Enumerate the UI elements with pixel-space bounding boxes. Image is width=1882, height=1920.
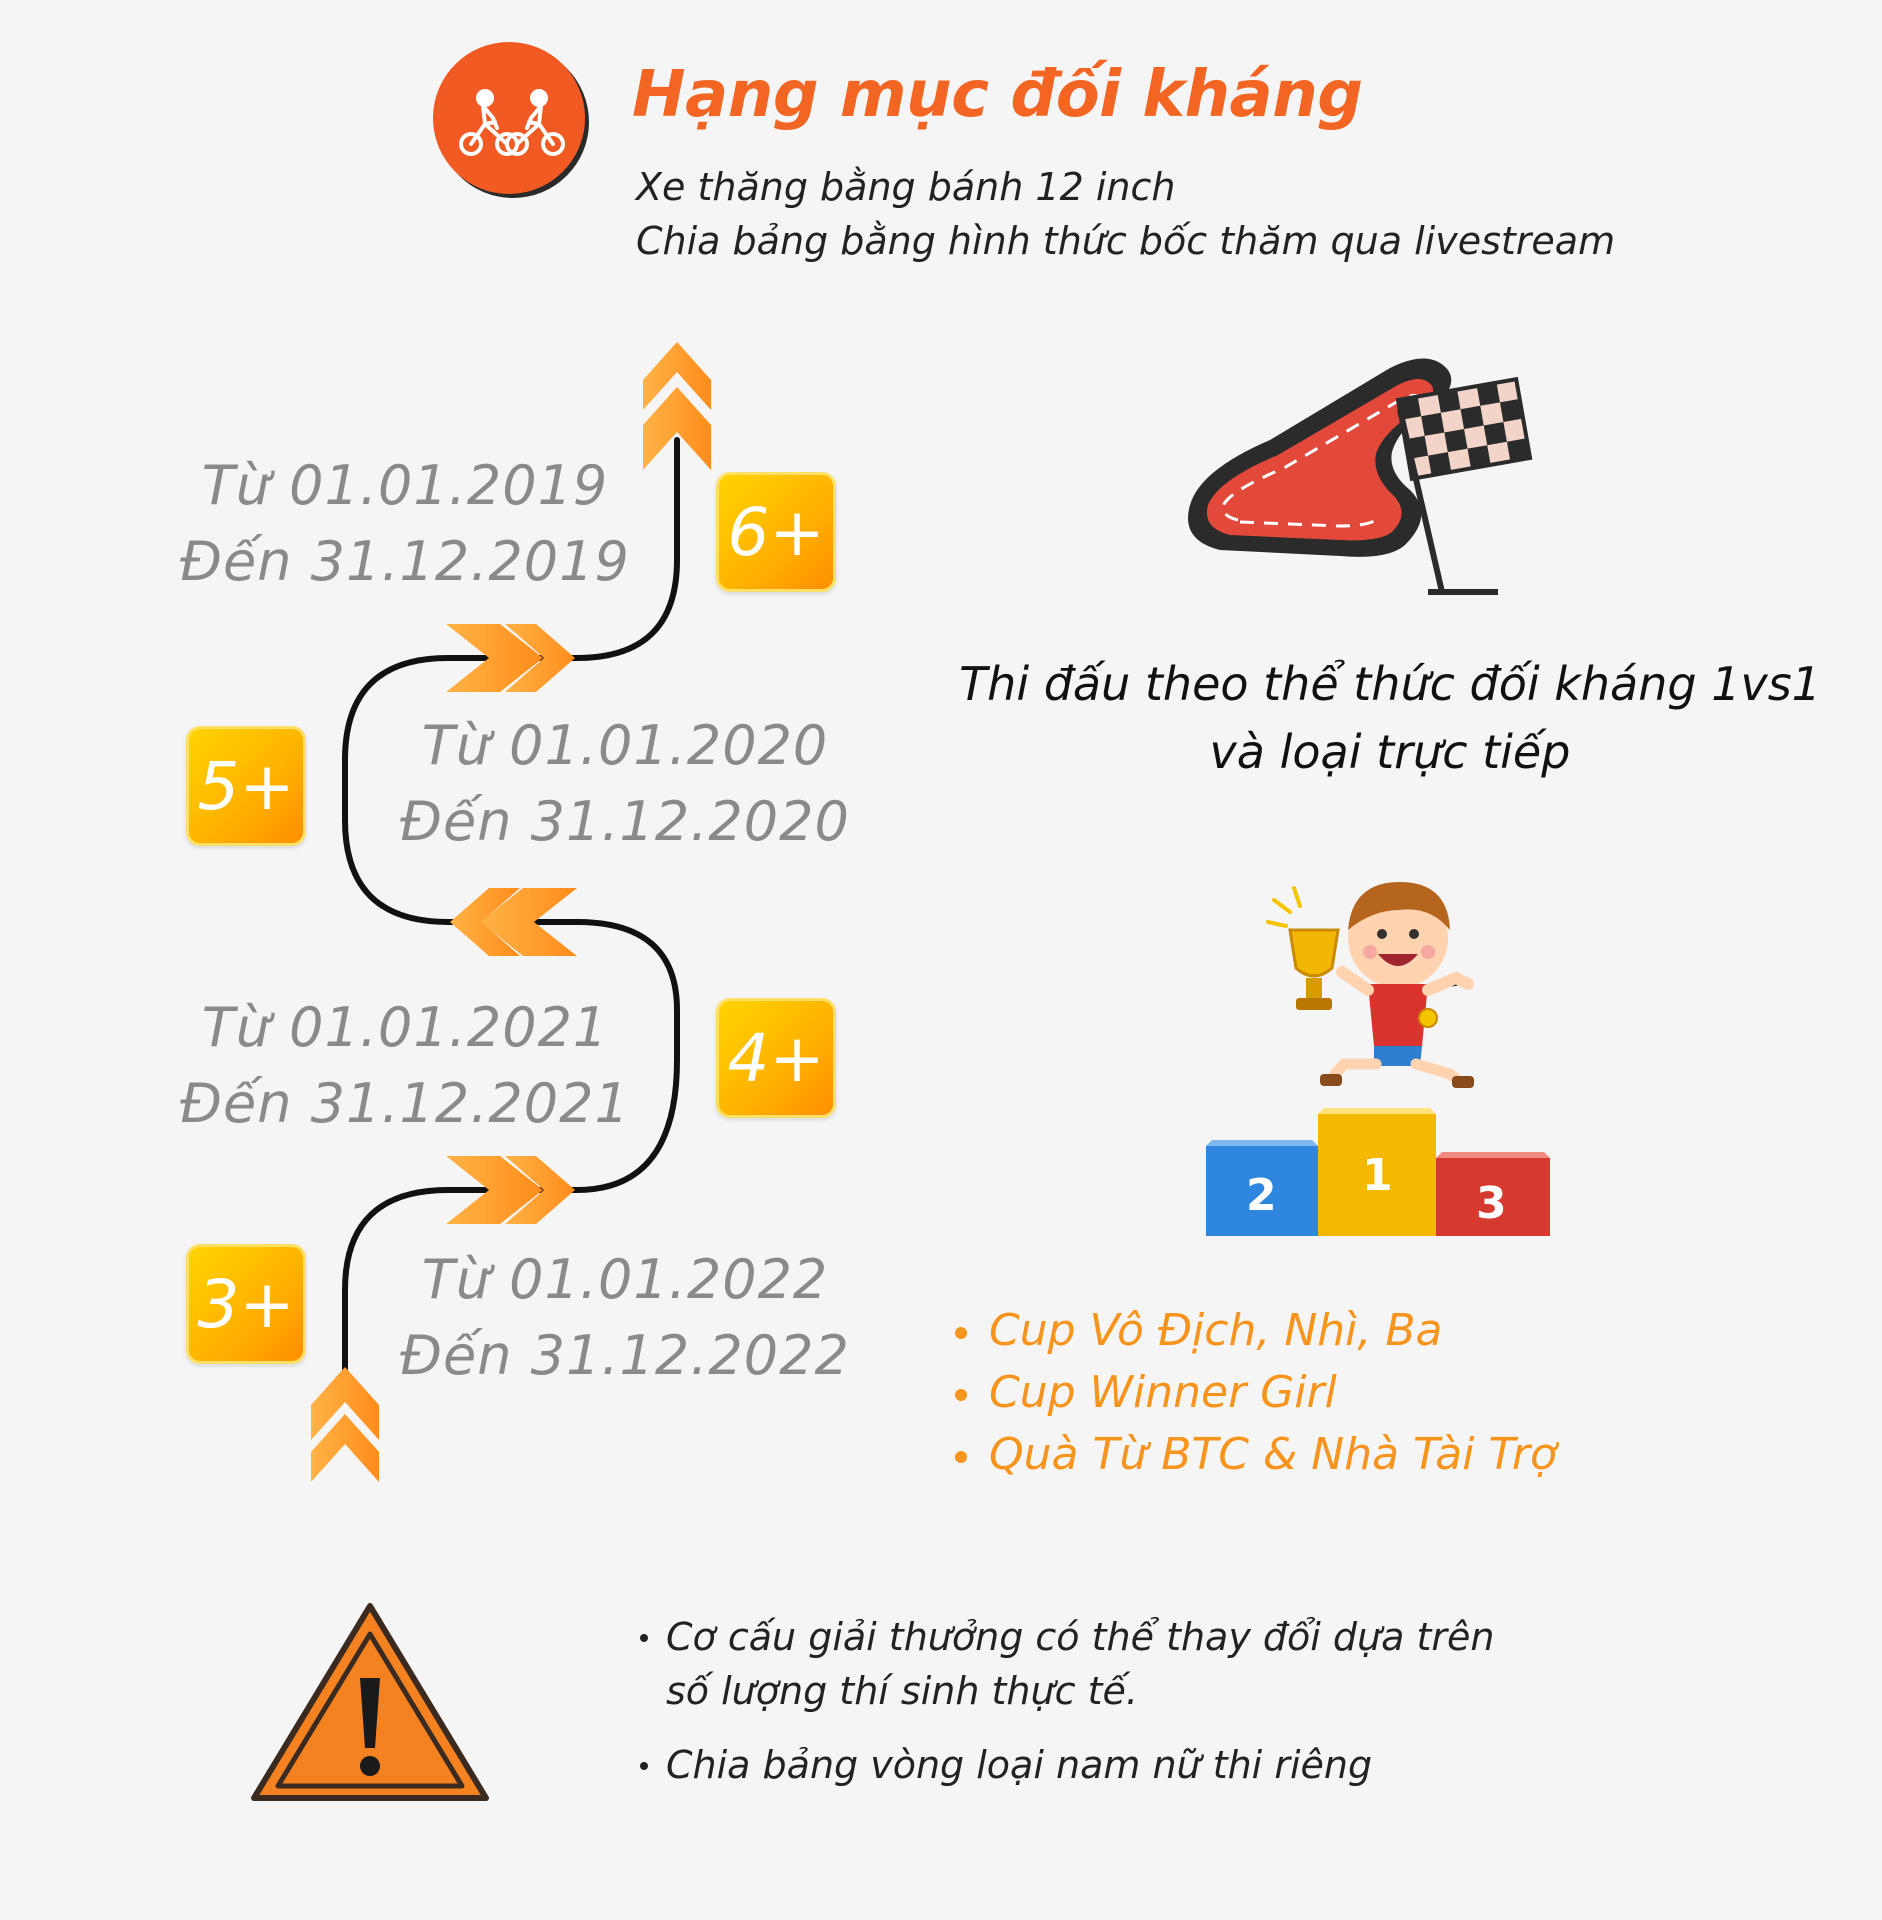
page-title: Hạng mục đối kháng: [632, 58, 1363, 132]
bullet-icon: [955, 1389, 967, 1401]
timeline-date-5: Từ 01.01.2020 Đến 31.12.2020: [400, 714, 850, 853]
competition-format: Thi đấu theo thể thức đối kháng 1vs1 và loại trực tiếp: [959, 657, 1821, 779]
warning-icon: [248, 1600, 492, 1806]
timeline-date-3: Từ 01.01.2022 Đến 31.12.2022: [400, 1248, 850, 1387]
prize-item: Quà Từ BTC & Nhà Tài Trợ: [955, 1424, 1557, 1486]
subtitle-line-2: Chia bảng bằng hình thức bốc thăm qua livestream: [636, 219, 1616, 263]
logo-badge: [425, 40, 595, 200]
page-subtitle: [636, 160, 1615, 268]
prize-list: [955, 1300, 1557, 1486]
podium-label-3: 3: [1476, 1178, 1507, 1229]
age-badge-3: 3+: [186, 1244, 306, 1364]
prize-item: Cup Vô Địch, Nhì, Ba: [955, 1300, 1557, 1362]
up-arrow-bottom: [311, 1367, 379, 1482]
note-item: Chia bảng vòng loại nam nữ thi riêng: [640, 1738, 1560, 1792]
podium-label-1: 1: [1362, 1150, 1393, 1201]
bullet-icon: [955, 1327, 967, 1339]
timeline-date-6: Từ 01.01.2019 Đến 31.12.2019: [180, 454, 630, 593]
podium-label-2: 2: [1246, 1170, 1277, 1221]
race-track-flag-icon: [1160, 330, 1550, 610]
age-badge-6: 6+: [716, 472, 836, 592]
bullet-icon: [640, 1634, 648, 1642]
winner-kid-trophy-icon: [1260, 860, 1490, 1100]
bullet-icon: [955, 1451, 967, 1463]
bullet-icon: [640, 1762, 648, 1770]
note-item: Cơ cấu giải thưởng có thể thay đổi dựa trên số lượng thí sinh thực tế.: [640, 1610, 1560, 1718]
notes-list: [640, 1610, 1560, 1812]
age-badge-5: 5+: [186, 726, 306, 846]
subtitle-line-1: Xe thăng bằng bánh 12 inch: [636, 165, 1176, 209]
timeline-date-4: Từ 01.01.2021 Đến 31.12.2021: [180, 996, 630, 1135]
age-badge-4: 4+: [716, 998, 836, 1118]
prize-item: Cup Winner Girl: [955, 1362, 1557, 1424]
